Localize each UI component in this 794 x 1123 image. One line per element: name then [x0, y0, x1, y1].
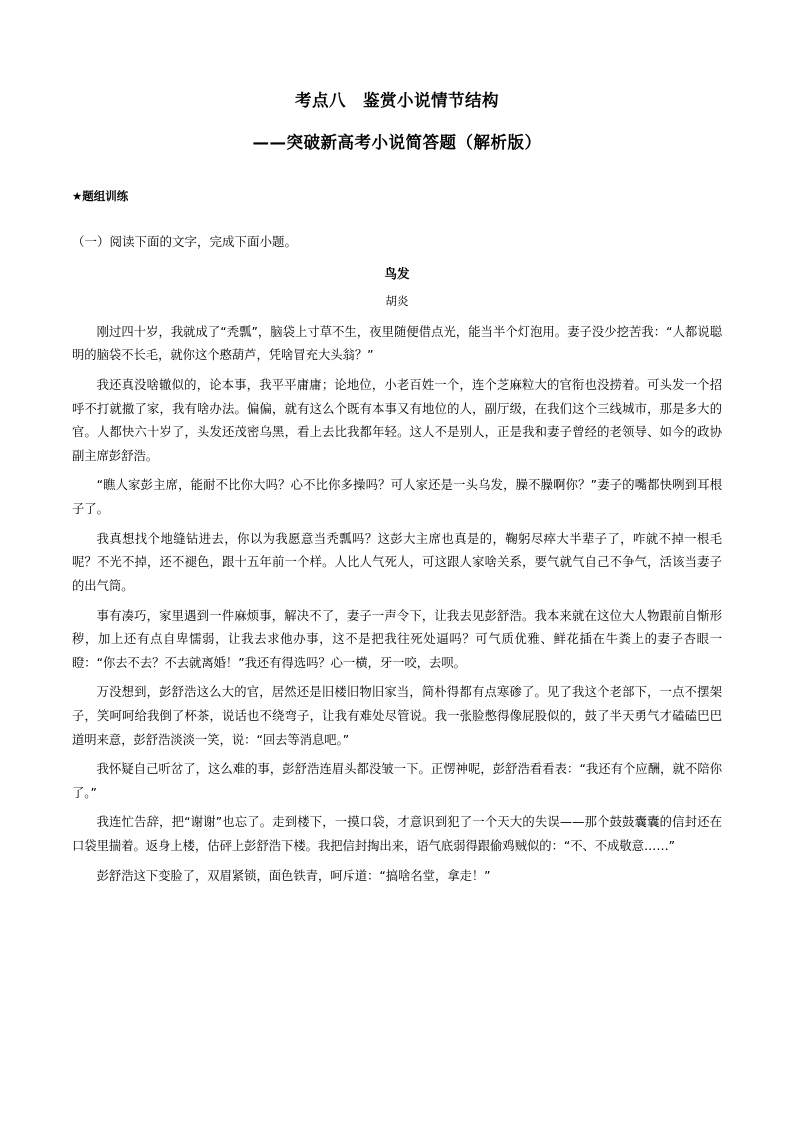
- story-title: 鸟发: [384, 266, 410, 282]
- page-subtitle: ——突破新高考小说简答题（解析版）: [252, 133, 542, 153]
- question-lead: （一）阅读下面的文字，完成下面小题。: [72, 234, 298, 250]
- story-paragraph: 我怀疑自己听岔了，这么难的事，彭舒浩连眉头都没皱一下。正愣神呢，彭舒浩看看表：“我还有个应酬，就不陪你了。”: [72, 762, 722, 800]
- story-paragraph: 我真想找个地缝钻进去，你以为我愿意当秃瓢吗？这彭大主席也真是的，鞠躬尽瘁大半辈子了，咋就不掉一根毛呢？不光不掉，还不褪色，跟十五年前一个样。人比人气死人，可这跟人家啥关系，要气就气自己不争气，活该当妻子的出气筒。: [72, 531, 722, 593]
- page-title: 考点八 鉴赏小说情节结构: [295, 91, 499, 110]
- section-label: ★题组训练: [72, 188, 129, 203]
- story-paragraph: 刚过四十岁，我就成了“秃瓢”，脑袋上寸草不生，夜里随便借点光，能当半个灯泡用。妻子没少挖苦我：“人都说聪明的脑袋不长毛，就你这个憨葫芦，凭啥冒充大头翁？”: [72, 324, 722, 363]
- story-paragraph: 事有凑巧，家里遇到一件麻烦事，解决不了，妻子一声令下，让我去见彭舒浩。我本来就在这位大人物跟前自惭形秽，加上还有点自卑懦弱，让我去求他办事，这不是把我往死处逼吗？可气质优雅、鲜花插在牛粪上的妻子杏眼一瞪：“你去不去？不去就离婚！”我还有得选吗？心一横，牙一咬，去呗。: [72, 608, 722, 670]
- story-paragraph: 万没想到，彭舒浩这么大的官，居然还是旧楼旧物旧家当，简朴得都有点寒碜了。见了我这个老部下，一点不摆架子，笑呵呵给我倒了杯茶，说话也不绕弯子，让我有难处尽管说。我一张脸憋得像屁股似的，鼓了半天勇气才磕磕巴巴道明来意，彭舒浩淡淡一笑，说：“回去等消息吧。”: [72, 685, 722, 747]
- story-author: 胡炎: [385, 294, 409, 309]
- story-paragraph: 我还真没啥辙似的，论本事，我平平庸庸；论地位，小老百姓一个，连个芝麻粒大的官衔也没捞着。可头发一个招呼不打就撤了家，我有啥办法。偏偏，就有这么个既有本事又有地位的人，副厅级，在我们这个三线城市，那是多大的官。人都快六十岁了，头发还茂密乌黑，看上去比我都年轻。这人不是别人，正是我和妻子曾经的老领导、如今的政协副主席彭舒浩。: [72, 378, 722, 463]
- story-paragraph: 彭舒浩这下变脸了，双眉紧锁，面色铁青，呵斥道：“搞啥名堂，拿走！”: [96, 868, 491, 883]
- story-paragraph: “瞧人家彭主席，能耐不比你大吗？心不比你多操吗？可人家还是一头乌发，臊不臊啊你？”妻子的嘴都快咧到耳根子了。: [72, 478, 722, 517]
- story-paragraph: 我连忙告辞，把“谢谢”也忘了。走到楼下，一摸口袋，才意识到犯了一个天大的失误——那个鼓鼓囊囊的信封还在口袋里揣着。返身上楼，估砰上彭舒浩下楼。我把信封掏出来，语气底弱得跟偷鸡贼似的：“不、不成敬意……”: [72, 815, 722, 853]
